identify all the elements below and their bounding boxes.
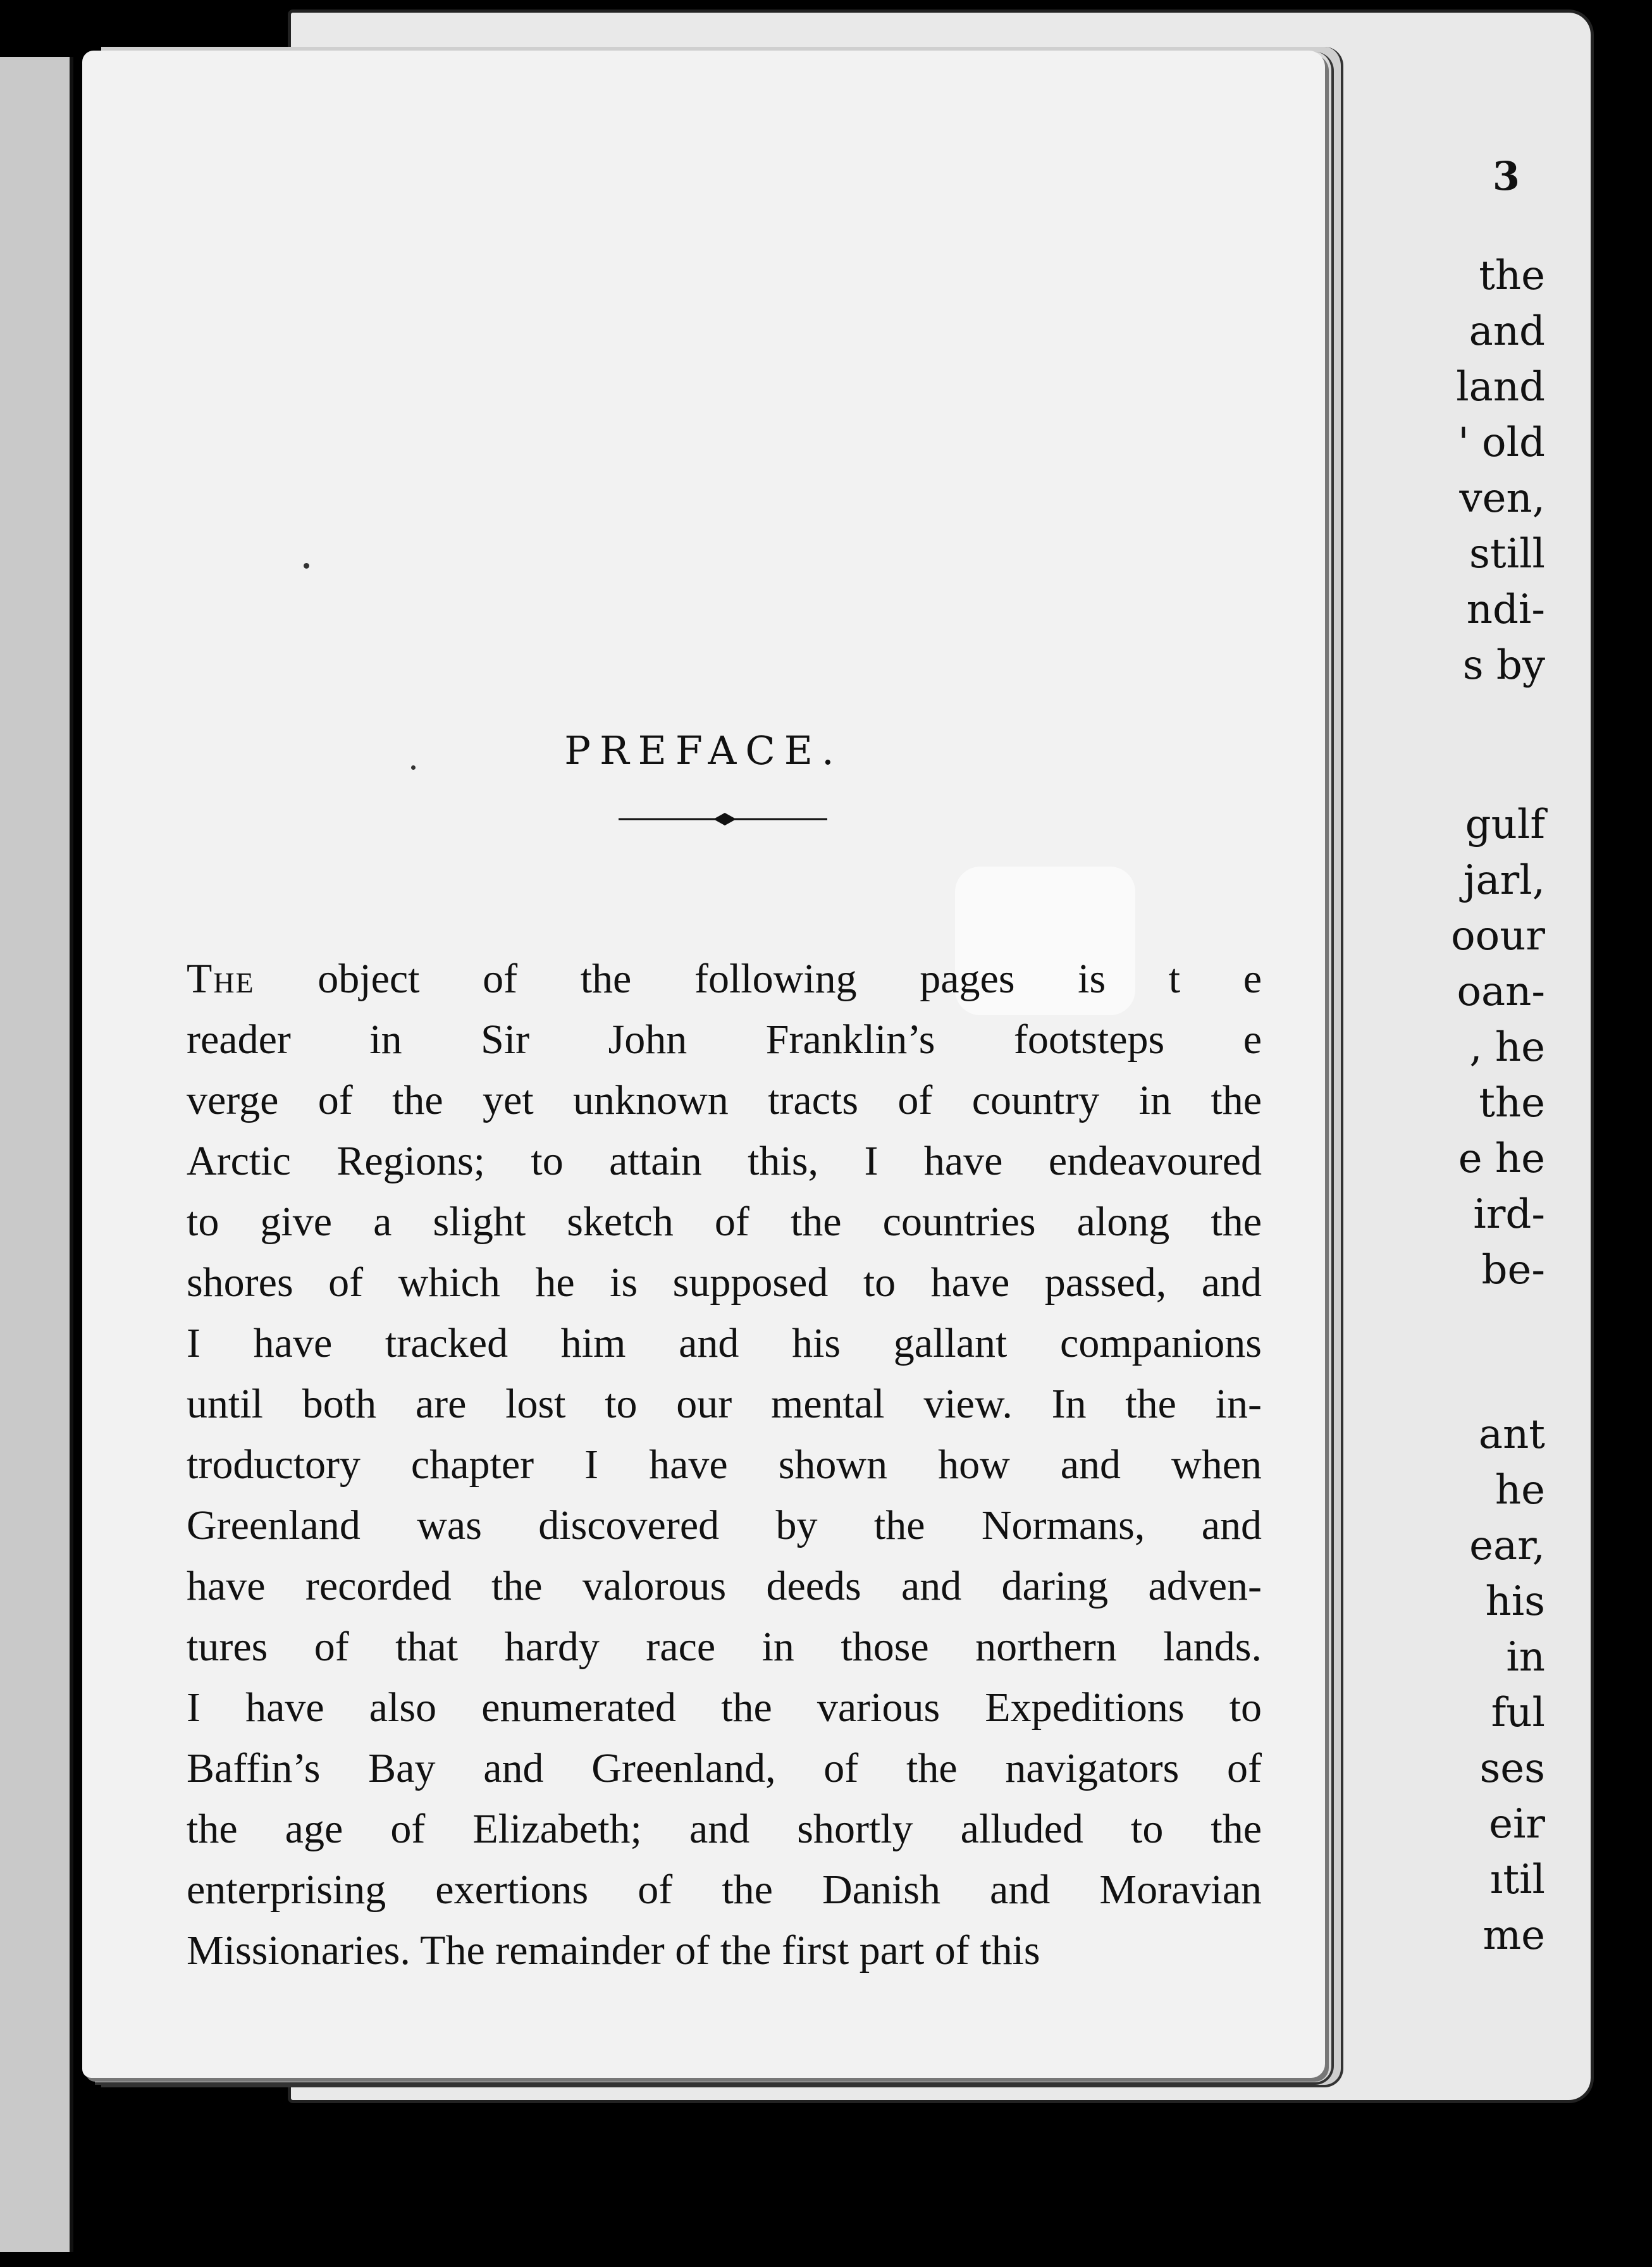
text-line: reader in Sir John Franklin’s footsteps e <box>187 1016 1262 1063</box>
text-line: troductory chapter I have shown how and when <box>187 1442 1262 1488</box>
fragment: ear, <box>1469 1523 1545 1569</box>
fragment: ndi- <box>1466 586 1545 633</box>
fragment: the <box>1479 252 1545 299</box>
fragment: ird- <box>1473 1191 1545 1238</box>
page-number: 3 <box>1492 153 1520 199</box>
text-line: I have tracked him and his gallant companions <box>187 1320 1262 1366</box>
fragment: ful <box>1491 1689 1545 1736</box>
text-line: I have also enumerated the various Expeditions to <box>187 1684 1262 1731</box>
text-line: verge of the yet unknown tracts of country in the <box>187 1077 1262 1123</box>
text-line: to give a slight sketch of the countries along the <box>187 1199 1262 1245</box>
back-page-text-fragments <box>1451 248 1545 1963</box>
paragraph-gap <box>1451 1298 1545 1407</box>
fragment: s by <box>1462 642 1545 689</box>
fragment: gulf <box>1465 801 1545 848</box>
fragment: he <box>1495 1467 1545 1514</box>
text-line: until both are lost to our mental view. In the in- <box>187 1381 1262 1427</box>
text-line: have recorded the valorous deeds and daring adven- <box>187 1563 1262 1609</box>
text-line: Baffin’s Bay and Greenland, of the navigators of <box>187 1745 1262 1791</box>
fragment: ' old <box>1458 419 1545 466</box>
fragment: in <box>1506 1634 1545 1681</box>
line-text: object of the following pages is t e <box>254 956 1262 1002</box>
text-line: shores of which he is supposed to have passed, and <box>187 1259 1262 1306</box>
paragraph-gap <box>1451 693 1545 797</box>
text-line: the age of Elizabeth; and shortly alluded to the <box>187 1806 1262 1852</box>
fragment: ses <box>1479 1745 1545 1792</box>
fragment: e he <box>1458 1135 1545 1182</box>
fragment: land <box>1456 364 1545 411</box>
fragment: ven, <box>1459 475 1545 522</box>
previous-leaf-edge <box>0 57 73 2252</box>
preface-body <box>187 949 1262 1981</box>
fragment: , he <box>1469 1024 1545 1071</box>
fragment: ant <box>1478 1411 1545 1458</box>
fragment: still <box>1469 531 1545 578</box>
preface-page <box>82 51 1325 2078</box>
text-line: Greenland was discovered by the Normans, and <box>187 1502 1262 1548</box>
fragment: the <box>1479 1080 1545 1127</box>
ornament-divider-icon <box>619 810 827 829</box>
drop-word: The <box>187 956 255 1002</box>
scan-speck <box>304 563 309 569</box>
fragment: jarl, <box>1463 857 1545 904</box>
fragment: oan- <box>1457 968 1545 1015</box>
fragment: and <box>1469 308 1545 355</box>
fragment: be- <box>1481 1247 1545 1294</box>
text-line: Arctic Regions; to attain this, I have endeavoured <box>187 1138 1262 1184</box>
page-title: PREFACE. <box>564 727 843 774</box>
text-line: Missionaries. The remainder of the first part of this <box>187 1927 1040 1974</box>
fragment: ıtil <box>1489 1856 1545 1903</box>
text-line: enterprising exertions of the Danish and Moravian <box>187 1867 1262 1913</box>
text-line <box>187 949 1262 1010</box>
fragment: his <box>1485 1578 1545 1625</box>
fragment: oour <box>1451 913 1545 960</box>
fragment: me <box>1482 1912 1545 1959</box>
text-line: tures of that hardy race in those northern lands. <box>187 1624 1262 1670</box>
fragment: eir <box>1489 1801 1545 1848</box>
